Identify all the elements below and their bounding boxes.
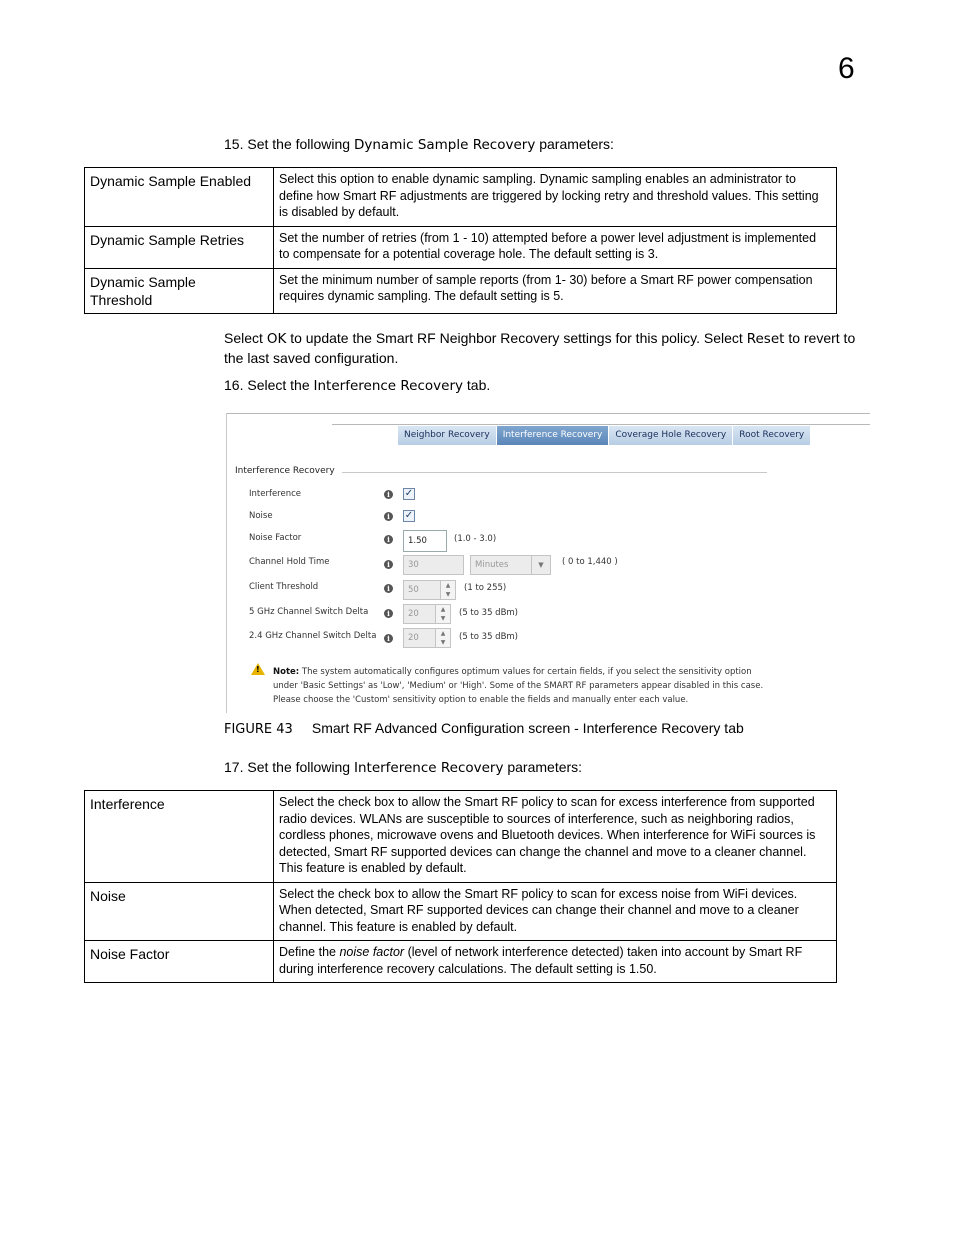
client-threshold-input[interactable]: 50: [403, 580, 441, 600]
channel-hold-time-label: Channel Hold Time: [249, 557, 330, 567]
noise-factor-range: (1.0 - 3.0): [454, 534, 497, 544]
arrow-down-icon[interactable]: ▼: [445, 591, 451, 598]
figure-number: FIGURE 43: [224, 722, 293, 737]
info-icon: i: [384, 512, 393, 521]
channel-hold-time-range: ( 0 to 1,440 ): [562, 557, 618, 567]
table-row: [85, 168, 837, 227]
chevron-down-icon: ▼: [531, 556, 550, 574]
channel-hold-time-unit-select[interactable]: Minutes ▼: [470, 555, 551, 575]
step-number: 16.: [224, 377, 244, 393]
client-threshold-spinner[interactable]: [441, 580, 456, 600]
param-description: Define the noise factor (level of network interference detected) taken into account by Smart RF during interference recovery calculations. The default setting is 1.50.: [274, 941, 837, 983]
ok-reset-paragraph: Select OK to update the Smart RF Neighbor Recovery settings for this policy. Select Reset to revert to the last saved configuration.: [224, 330, 856, 366]
tab-divider: [332, 424, 870, 425]
reset-term: Reset: [746, 331, 785, 347]
info-icon: i: [384, 634, 393, 643]
param-name: Dynamic Sample Retries: [85, 226, 274, 268]
interference-checkbox[interactable]: ✓: [404, 488, 414, 499]
table-row: [85, 268, 837, 313]
info-icon: i: [384, 535, 393, 544]
step-15: 15. Set the following Dynamic Sample Recovery parameters:: [224, 136, 614, 153]
param-name: Interference: [85, 791, 274, 883]
param-name: Noise Factor: [85, 941, 274, 983]
ghz24-switch-delta-label: 2.4 GHz Channel Switch Delta: [249, 631, 377, 641]
noise-factor-label: Noise Factor: [249, 533, 302, 543]
channel-hold-time-input[interactable]: 30: [403, 555, 464, 575]
tab-interference-recovery[interactable]: Interference Recovery: [497, 426, 610, 445]
frame-border: [226, 413, 227, 713]
interference-recovery-table: [84, 790, 837, 983]
table-row: [85, 882, 837, 941]
arrow-up-icon[interactable]: ▲: [440, 630, 446, 637]
ghz24-switch-delta-input[interactable]: 20: [403, 628, 436, 648]
info-icon: i: [384, 490, 393, 499]
noise-checkbox[interactable]: ✓: [404, 510, 414, 521]
ghz5-switch-delta-range: (5 to 35 dBm): [459, 608, 519, 618]
arrow-down-icon[interactable]: ▼: [440, 615, 446, 622]
param-description: Set the number of retries (from 1 - 10) attempted before a power level adjustment is implemented to compensate for a potential coverage hole. The default setting is 3.: [274, 226, 837, 268]
info-icon: i: [384, 560, 393, 569]
noise-factor-input[interactable]: 1.50: [403, 530, 447, 552]
noise-label: Noise: [249, 511, 273, 521]
param-description: Select this option to enable dynamic sampling. Dynamic sampling enables an administrator to define how Smart RF adjustments are triggered by locking retry and threshold values. This setting is disabled by default.: [274, 168, 837, 227]
tab-neighbor-recovery[interactable]: Neighbor Recovery: [398, 426, 497, 445]
step-term: Interference Recovery: [313, 378, 463, 394]
note-text: The system automatically configures optimum values for certain fields, if you select the sensitivity option under 'Basic Settings' as 'Low', 'Medium' or 'High'. Some of the SMART RF parameters appear disabled in this case. Please choose the 'Custom' sensitivity option to enable the fields and manually enter each value.: [273, 667, 764, 705]
step-number: 15.: [224, 136, 244, 152]
step-number: 17.: [224, 759, 244, 775]
info-icon: i: [384, 584, 393, 593]
ghz24-switch-delta-range: (5 to 35 dBm): [459, 632, 519, 642]
table-row: [85, 941, 837, 983]
chapter-number: 6: [838, 52, 855, 85]
ghz5-switch-delta-spinner[interactable]: [436, 604, 451, 624]
interference-label: Interference: [249, 489, 302, 499]
tab-coverage-hole-recovery[interactable]: Coverage Hole Recovery: [609, 426, 733, 445]
ghz5-switch-delta-input[interactable]: 20: [403, 604, 436, 624]
interference-recovery-screenshot: [226, 413, 870, 713]
dynamic-sample-table: [84, 167, 837, 314]
figure-caption-text: Smart RF Advanced Configuration screen - Interference Recovery tab: [311, 720, 744, 736]
ghz24-switch-delta-spinner[interactable]: [436, 628, 451, 648]
step-term: Interference Recovery: [353, 760, 504, 776]
figure-caption: [224, 720, 744, 737]
sensitivity-note: [273, 665, 773, 707]
param-name: Dynamic Sample Enabled: [85, 168, 274, 227]
frame-border: [226, 413, 870, 414]
arrow-down-icon[interactable]: ▼: [440, 639, 446, 646]
param-description: Select the check box to allow the Smart RF policy to scan for excess noise from WiFi devices. When detected, Smart RF supported devices can change their channel and move to a cleaner channel. This feature is enabled by default.: [274, 882, 837, 941]
client-threshold-range: (1 to 255): [464, 583, 507, 593]
step-16: 16. Select the Interference Recovery tab.: [224, 377, 491, 394]
noise-factor-term: noise factor: [339, 945, 405, 959]
param-description: Select the check box to allow the Smart RF policy to scan for excess interference from supported radio devices. WLANs are susceptible to sources of interference, such as neighboring radios, cordless phones, microwave ovens and Bluetooth devices. When interference for WiFi sources is detected, Smart RF supported devices can change the channel and move to a cleaner channel. This feature is enabled by default.: [274, 791, 837, 883]
step-term: Dynamic Sample Recovery: [353, 137, 536, 153]
section-divider: [342, 472, 767, 473]
tab-root-recovery[interactable]: Root Recovery: [733, 426, 811, 445]
arrow-up-icon[interactable]: ▲: [445, 582, 451, 589]
info-icon: i: [384, 609, 393, 618]
step-17: 17. Set the following Interference Recovery parameters:: [224, 759, 583, 776]
table-row: [85, 791, 837, 883]
param-description: Set the minimum number of sample reports (from 1- 30) before a Smart RF power compensation requires dynamic sampling. The default setting is 5.: [274, 268, 837, 313]
ok-term: OK: [266, 331, 287, 347]
param-name: Noise: [85, 882, 274, 941]
warning-icon: !: [251, 663, 265, 675]
client-threshold-label: Client Threshold: [249, 582, 319, 592]
table-row: [85, 226, 837, 268]
note-label: Note:: [273, 667, 300, 677]
arrow-up-icon[interactable]: ▲: [440, 606, 446, 613]
tab-bar: [398, 426, 811, 445]
section-title: Interference Recovery: [235, 466, 335, 476]
ghz5-switch-delta-label: 5 GHz Channel Switch Delta: [249, 607, 369, 617]
param-name: Dynamic Sample Threshold: [85, 268, 274, 313]
